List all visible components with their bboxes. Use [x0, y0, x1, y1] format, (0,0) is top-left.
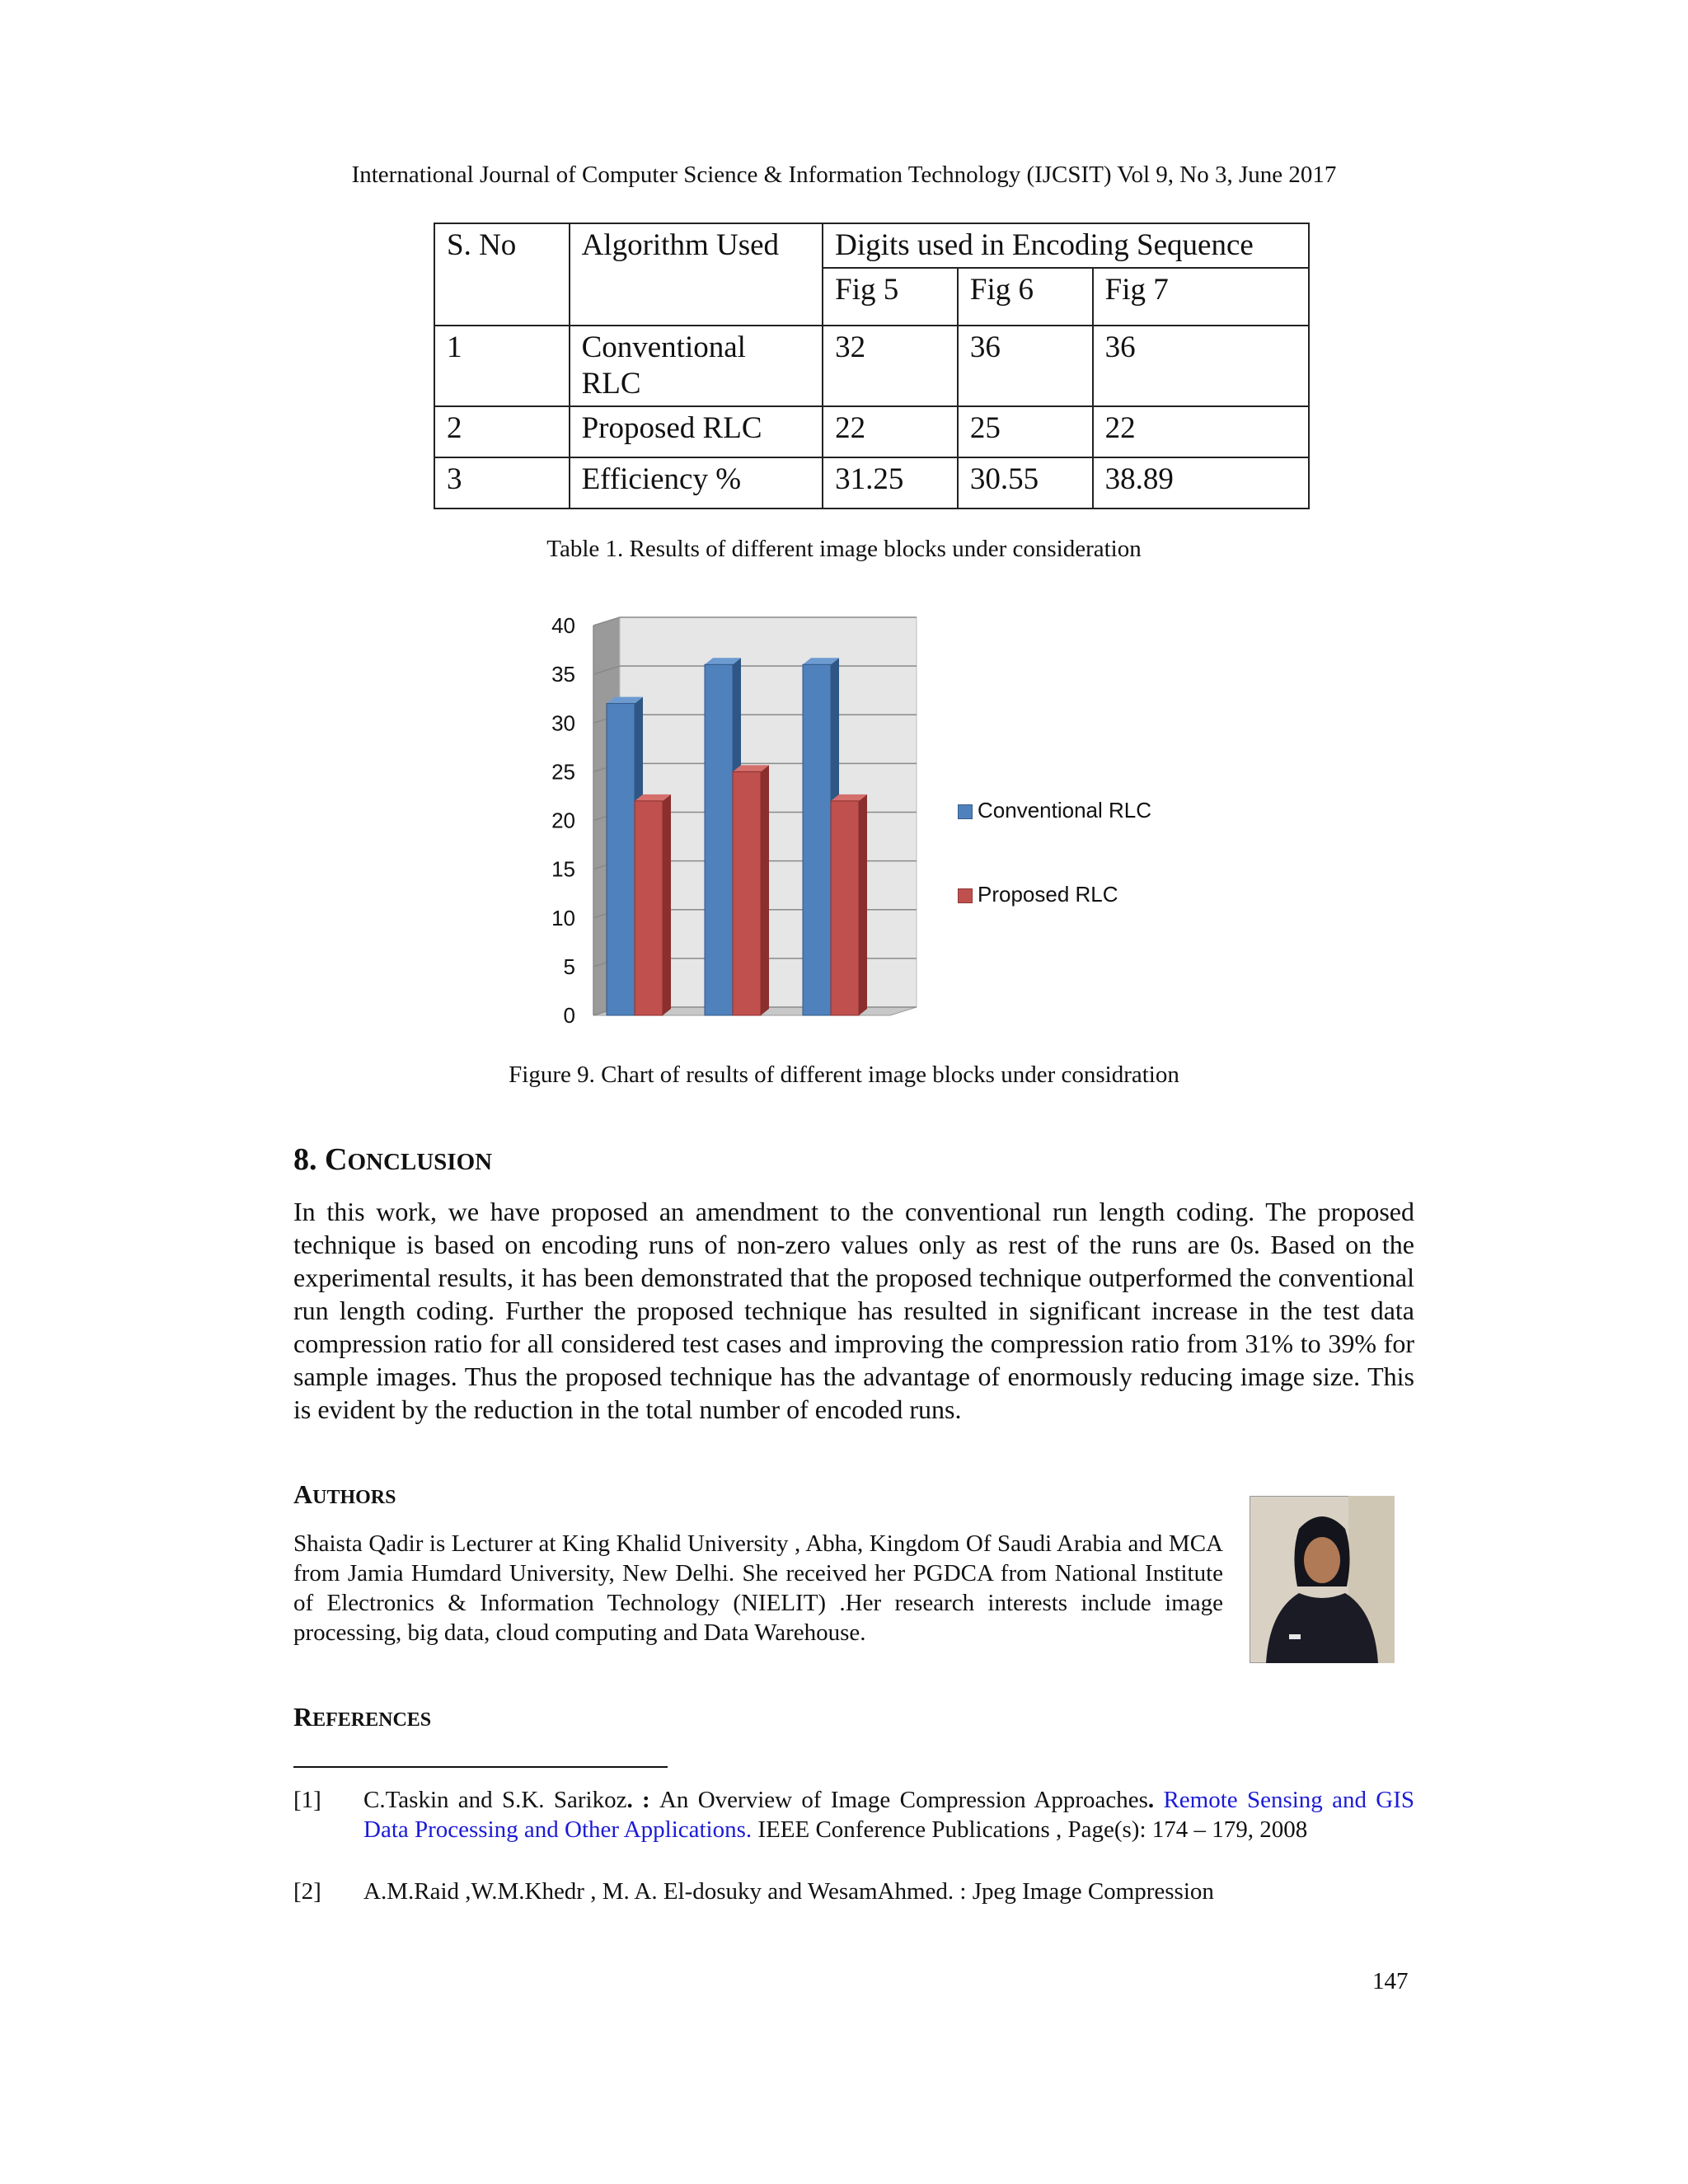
reference-link[interactable]: Remote Sensing and GIS Data Processing and Other Applications. [363, 1787, 1414, 1843]
y-tick-label: 40 [551, 613, 575, 638]
header-digits: Digits used in Encoding Sequence [823, 223, 1309, 268]
reference-body [363, 1785, 1414, 1844]
reference-number: [1] [293, 1787, 321, 1813]
bar-proposed-rlc-fig-5 [635, 801, 663, 1015]
y-tick-label: 0 [563, 1003, 575, 1028]
cell-fig7: 22 [1093, 406, 1309, 457]
cell-fig6: 25 [958, 406, 1093, 457]
legend-label-conventional: Conventional RLC [978, 798, 1152, 823]
reference-body: A.M.Raid ,W.M.Khedr , M. A. El-dosuky and WesamAhmed. : Jpeg Image Compression [363, 1878, 1214, 1905]
reference-item [293, 1785, 1414, 1844]
cell-algorithm: Proposed RLC [570, 406, 823, 457]
references-heading [293, 1702, 431, 1732]
cell-fig5: 22 [823, 406, 958, 457]
section-number: 8. [293, 1142, 317, 1177]
reference-authors: C.Taskin and S.K. Sarikoz [363, 1787, 627, 1813]
reference-title: An Overview of Image Compression Approaches [659, 1787, 1148, 1813]
bar-conventional-rlc-fig-7 [803, 664, 831, 1015]
cell-sno: 2 [434, 406, 570, 457]
y-tick-label: 35 [551, 662, 575, 687]
bar-side [859, 794, 867, 1015]
legend-swatch-conventional [958, 804, 973, 819]
y-tick-label: 25 [551, 759, 575, 785]
bar-side [761, 765, 769, 1015]
authors-heading [293, 1479, 396, 1510]
conclusion-heading [293, 1141, 492, 1178]
bar-chart [528, 593, 1220, 1038]
bar-proposed-rlc-fig-6 [733, 771, 761, 1015]
bar-conventional-rlc-fig-6 [705, 664, 733, 1015]
page-number: 147 [1372, 1968, 1409, 1994]
reference-separator: . [1147, 1787, 1164, 1813]
cell-fig7: 36 [1093, 326, 1309, 406]
cell-fig5: 32 [823, 326, 958, 406]
header-sno: S. No [434, 223, 570, 326]
section-title-rest: ONCLUSION [347, 1149, 493, 1175]
author-bio: Shaista Qadir is Lecturer at King Khalid University , Abha, Kingdom Of Saudi Arabia and MCA from Jamia Humdard University, New Delhi. She received her PGDCA from National Institute of Electronics & Information Technology (NIELIT) .Her research interests include image processing, big data, cloud computing and Data Warehouse. [293, 1530, 1223, 1646]
reference-number: [2] [293, 1878, 321, 1905]
bar-side [663, 794, 671, 1015]
legend-item-conventional [958, 798, 1151, 823]
header-algorithm: Algorithm Used [570, 223, 823, 326]
reference-item [293, 1877, 1414, 1906]
table-row [434, 406, 1309, 457]
author-photo [1250, 1496, 1395, 1663]
reference-separator: . : [626, 1787, 659, 1813]
cell-fig7: 38.89 [1093, 457, 1309, 509]
legend-label-proposed: Proposed RLC [978, 882, 1118, 907]
legend-swatch-proposed [958, 888, 973, 903]
y-tick-label: 10 [551, 905, 575, 930]
bar-proposed-rlc-fig-7 [831, 801, 859, 1015]
header-fig5: Fig 5 [823, 268, 958, 326]
cell-algorithm: Conventional RLC [570, 326, 823, 406]
figure-caption: Figure 9. Chart of results of different image blocks under considration [509, 1062, 1179, 1088]
table-row [434, 326, 1309, 406]
running-header: International Journal of Computer Science & Information Technology (IJCSIT) Vol 9, No 3, June 2017 [351, 162, 1337, 188]
header-fig6: Fig 6 [958, 268, 1093, 326]
authors-title-initial: A [293, 1479, 313, 1509]
authors-title-rest: UTHORS [312, 1487, 396, 1508]
cell-fig5: 31.25 [823, 457, 958, 509]
references-title-rest: EFERENCES [312, 1709, 432, 1731]
bar-conventional-rlc-fig-5 [607, 704, 635, 1015]
cell-fig6: 30.55 [958, 457, 1093, 509]
table-header-row [434, 223, 1309, 268]
section-title-initial: C [325, 1142, 348, 1177]
header-fig7: Fig 7 [1093, 268, 1309, 326]
cell-sno: 1 [434, 326, 570, 406]
legend-item-proposed [958, 882, 1118, 907]
cell-sno: 3 [434, 457, 570, 509]
table-caption: Table 1. Results of different image blocks under consideration [546, 536, 1142, 562]
results-table [434, 223, 1310, 509]
reference-details: IEEE Conference Publications , Page(s): 174 – 179, 2008 [752, 1816, 1308, 1843]
references-title-initial: R [293, 1702, 313, 1732]
table-row [434, 457, 1309, 509]
cell-fig6: 36 [958, 326, 1093, 406]
y-tick-label: 15 [551, 856, 575, 882]
y-tick-label: 30 [551, 710, 575, 736]
y-tick-label: 20 [551, 808, 575, 833]
conclusion-paragraph: In this work, we have proposed an amendment to the conventional run length coding. The proposed technique is based on encoding runs of non-zero values only as rest of the runs are 0s. Based on the experimental results, it has been demonstrated that the proposed technique outperformed the conventional run length coding. Further the proposed technique has resulted in significant increase in the test data compression ratio for all considered test cases and improving the compression ratio from 31% to 39% for sample images. Thus the proposed technique has the advantage of enormously reducing image size. This is evident by the reduction in the total number of encoded runs. [293, 1197, 1414, 1424]
footnote-rule [293, 1766, 668, 1768]
y-tick-label: 5 [563, 954, 575, 979]
cell-algorithm: Efficiency % [570, 457, 823, 509]
